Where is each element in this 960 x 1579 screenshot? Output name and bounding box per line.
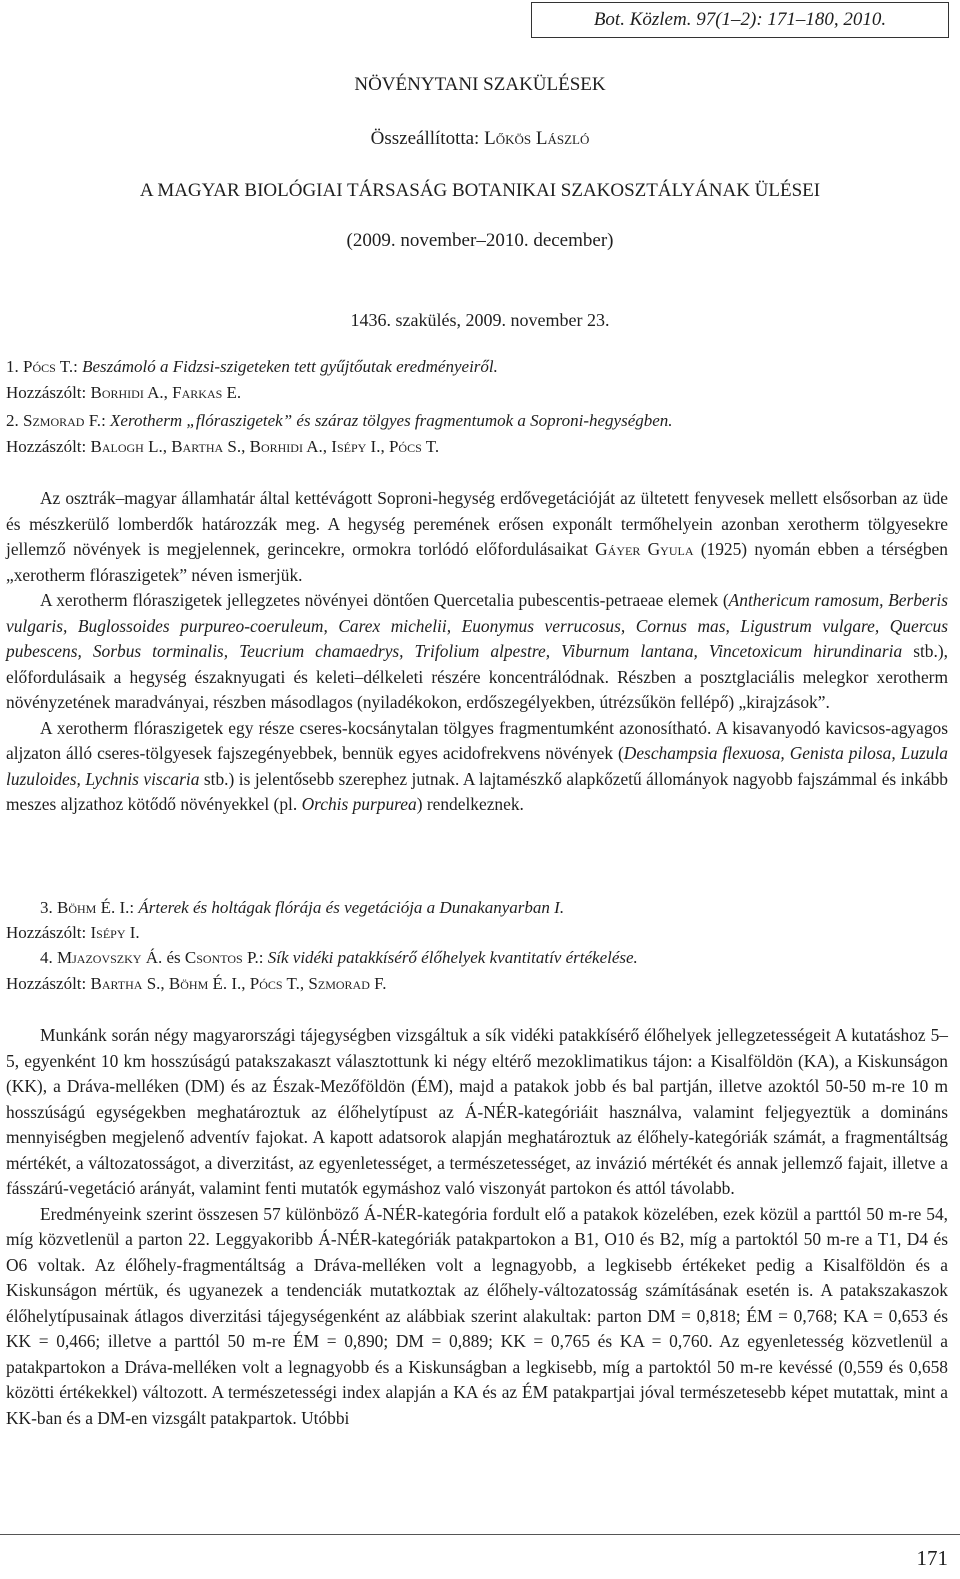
talk-4: 4. Mjazovszky Á. és Csontos P.: Sík vidéki patakkísérő élőhelyek kvantitatív értékelése. [40, 948, 638, 967]
talk-2-comments [6, 437, 439, 457]
talk-4-comments [6, 974, 386, 994]
talk-title: Sík vidéki patakkísérő élőhelyek kvantitatív értékelése. [267, 948, 638, 967]
society-heading: A MAGYAR BIOLÓGIAI TÁRSASÁG BOTANIKAI SZAKOSZTÁLYÁNAK ÜLÉSEI [139, 180, 821, 201]
session-title: 1436. szakülés, 2009. november 23. [350, 310, 610, 330]
talk-title: Árterek és holtágak flórája és vegetációja a Dunakanyarban I. [138, 898, 565, 917]
comment-label: Hozzászólt: [6, 974, 87, 993]
journal-citation: Bot. Közlem. 97(1–2): 171–180, 2010. [593, 9, 887, 30]
citation-box [531, 2, 949, 38]
talk-title: Xerotherm „flóraszigetek” és száraz tölgyes fragmentumok a Soproni-hegységben. [110, 411, 673, 430]
talk-number: 3. [40, 898, 53, 917]
page-title: NÖVÉNYTANI SZAKÜLÉSEK [354, 74, 606, 95]
comment-names: Bartha S., Böhm É. I., Pócs T., Szmorad F. [90, 974, 387, 993]
talk-author: Pócs T. [23, 357, 74, 376]
abstract-paragraph: A xerotherm flóraszigetek jellegzetes növényei döntően Quercetalia pubescentis-petraeae elemek (Anthericum ramosum, Berberis vulgaris, Buglossoides purpureo-coeruleum, Carex michelii, Euonymus verrucosus, Cornus mas, Ligustrum vulgare, Quercus pubescens, Sorbus torminalis, Teucrium chamaedrys, Trifolium alpestre, Viburnum lantana, Vincetoxicum hirundinaria stb.), előfordulásaik a hegység északnyugati és keleti–délkeleti részére koncentrálódnak. Részben a posztglaciális melegkor xerotherm növényzetének maradványai, részben másodlagos (nyiladékokon, erdőszegélyekben, útrézsűkön fellépő) „kirajzások”. [6, 590, 948, 712]
comment-names: Borhidi A., Farkas E. [90, 383, 242, 402]
talk-title: Beszámoló a Fidzsi-szigeteken tett gyűjtőutak eredményeiről. [82, 357, 498, 376]
abstract-paragraph: A xerotherm flóraszigetek egy része cseres-kocsánytalan tölgyes fragmentumként azonosítható. A kisavanyodó kavicsos-agyagos aljzaton álló cseres-tölgyesek fajszegényebbek, bennük egyes acidofrekvens növények (Deschampsia flexuosa, Genista pilosa, Luzula luzuloides, Lychnis viscaria stb.) is jelentősebb szerephez jutnak. A lajtamészkő alapkőzetű állományok nagyobb fajszámmal és inkább meszes aljzathoz kötődő növényekkel (pl. Orchis purpurea) rendelkeznek. [6, 717, 948, 814]
species-name: Orchis purpurea [301, 794, 417, 814]
compiled-by-label: Összeállította: [370, 128, 480, 149]
comment-label: Hozzászólt: [6, 923, 87, 942]
talk-1: 1. Pócs T.: Beszámoló a Fidzsi-szigeteken tett gyűjtőutak eredményeiről. [6, 357, 498, 376]
talk-author: Mjazovszky Á. [57, 948, 163, 967]
talk-3-comments [6, 923, 140, 943]
compiled-by [0, 128, 960, 150]
comment-label: Hozzászólt: [6, 383, 87, 402]
abstract-paragraph: Az osztrák–magyar államhatár által kettévágott Soproni-hegység erdővegetációját az ültetett fenyvesek mellett elsősorban az üde és mészkerülő lomberdők határozzák meg. A hegység peremének erősen exponált termőhelyein azonban xerotherm tölgyesekre jellemző növények is megjelennek, gerincekre, ormokra torlódó előfordulásaikat Gáyer Gyula (1925) nyomán ebben a térségben „xerotherm flóraszigetek” néven ismerjük. [6, 488, 948, 585]
page-number: 171 [916, 1546, 948, 1570]
abstract-talk-4 [6, 1023, 948, 1431]
species-list: Deschampsia flexuosa, Genista pilosa, Luzula luzuloides, Lychnis viscaria [6, 743, 948, 789]
species-list: Anthericum ramosum, Berberis vulgaris, Buglossoides purpureo-coeruleum, Carex michelii, Euonymus verrucosus, Cornus mas, Ligustrum vulgare, Quercus pubescens, Sorbus torminalis, Teucrium chamaedrys, Trifolium alpestre, Viburnum lantana, Vincetoxicum hirundinaria [6, 590, 948, 661]
abstract-paragraph: Munkánk során négy magyarországi tájegységben vizsgáltuk a sík vidéki patakkísérő élőhelyek jellegzetességeit A kutatáshoz 5–5, egyenként 10 km hosszúságú patakszakaszt választottunk ki négy eltérő mezoklimatikus tájon: a Kisalföldön (KA), a Kiskunságon (KK), a Dráva-melléken (DM) és az Észak-Mezőföldön (ÉM), majd a patakok jobb és bal partján, illetve azoktól 50-50 m-re 10 m hosszúságú egységekben meghatároztuk az élőhelytípust az Á-NÉR-kategóriáit használva, valamint feljegyeztük a domináns mennyiségben megjelenő adventív fajokat. A kapott adatsorok alapján meghatároztuk az élőhely-kategóriák számát, a fragmentáltság mértékét, a változatosságot, a diverzitást, az egyenletességet, a természetességet, az invázió mértékét és annak jellemző fajait, illetve a fásszárú-vegetáció arányát, valamint fenti mutatók egymáshoz való viszonyát partokon és attól távolabb. [6, 1025, 948, 1198]
compiler-name: Lőkös László [484, 128, 590, 149]
talk-author: Csontos P. [184, 948, 259, 967]
talk-3: 3. Böhm É. I.: Árterek és holtágak flórája és vegetációja a Dunakanyarban I. [40, 898, 565, 917]
talk-author-conj: és [166, 948, 181, 967]
talk-author: Böhm É. I. [57, 898, 130, 917]
abstract-paragraph: Eredményeink szerint összesen 57 különböző Á-NÉR-kategória fordult elő a patakok közelében, ezek közül a parttól 50 m-re 54, míg közvetlenül a parton 22. Leggyakoribb Á-NÉR-kategóriák patakpartokon a B1, O10 és B2, míg a partoktól 50 m-re a T1, D4 és O6 voltak. Az élőhely-fragmentáltság a Dráva-melléken volt a legnagyobb, a legkisebb értékeket pedig a Kisalföldön és a Kiskunságon mértük, és ugyanezek a tendenciák mutatkoztak az élőhely-változatosság számításának esetén is. A patakszakaszok élőhelytípusainak átlagos diverzitási tájegységenként az alábbiak szerint alakultak: parton DM = 0,818; ÉM = 0,768; KA = 0,653 és KK = 0,466; illetve a parttól 50 m-re ÉM = 0,890; DM = 0,889; KK = 0,765 és KA = 0,760. Az egyenletesség közvetlenül a patakpartokon a Dráva-melléken volt a legnagyobb és a Kiskunságban a legkisebb, míg a partoktól 50 m-re kevéssé (0,559 és 0,658 közötti értékekkel) változott. A természetességi index alapján a KA és az ÉM patakpartjai jóval természetesebb képet mutattak, mint a KK-ban és a DM-en vizsgált patakpartok. Utóbbi [6, 1203, 948, 1428]
talk-number: 4. [40, 948, 53, 967]
talk-2: 2. Szmorad F.: Xerotherm „flóraszigetek” és száraz tölgyes fragmentumok a Soproni-hegységben. [6, 411, 673, 430]
talk-1-comments [6, 383, 241, 403]
comment-names: Balogh L., Bartha S., Borhidi A., Isépy I., Pócs T. [90, 437, 440, 456]
period: (2009. november–2010. december) [346, 230, 614, 251]
talk-author: Szmorad F. [23, 411, 102, 430]
talk-number: 1. [6, 357, 19, 376]
comment-label: Hozzászólt: [6, 437, 87, 456]
abstract-talk-2 [6, 486, 948, 818]
comment-names: Isépy I. [90, 923, 140, 942]
talk-number: 2. [6, 411, 19, 430]
cited-author: Gáyer Gyula [595, 539, 694, 559]
footer-rule [0, 1534, 960, 1535]
